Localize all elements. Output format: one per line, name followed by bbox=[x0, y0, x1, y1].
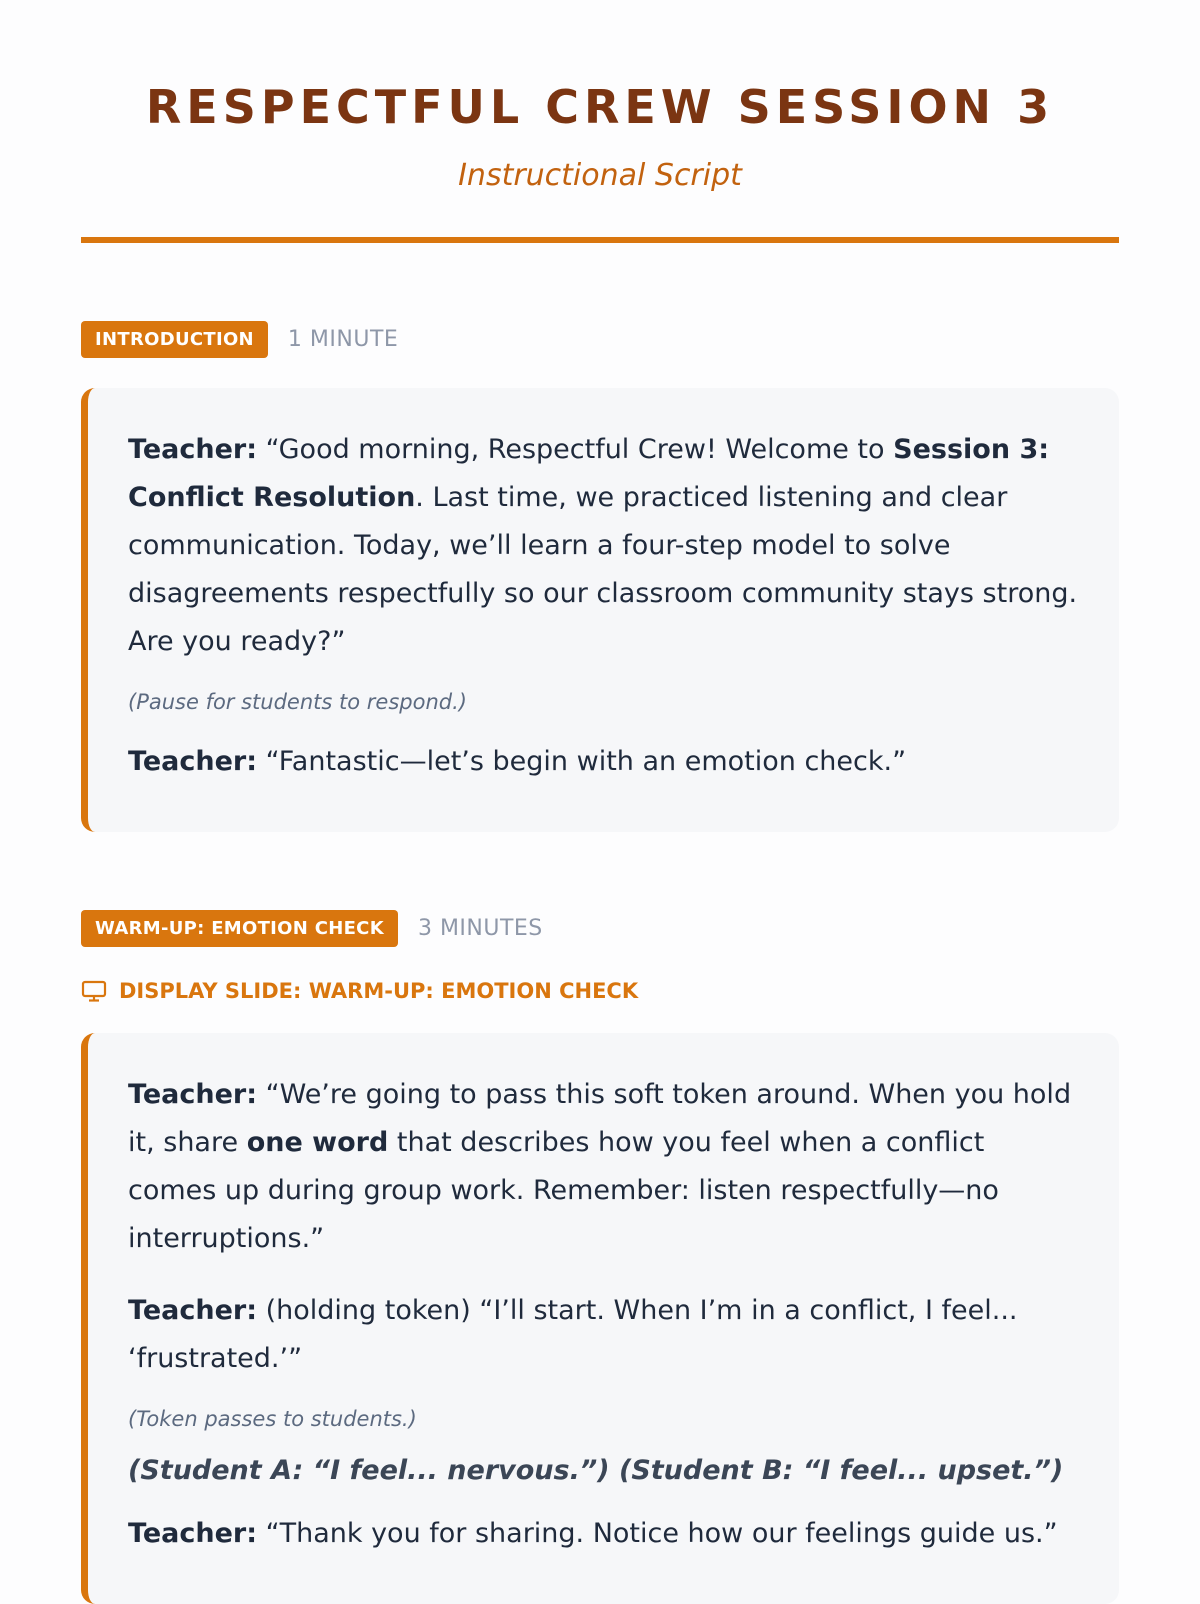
speaker-label: Teacher: bbox=[128, 434, 258, 465]
stage-direction: (Token passes to students.) bbox=[128, 1407, 417, 1431]
speaker-label: Teacher: bbox=[128, 1518, 258, 1549]
section-warm-up bbox=[81, 910, 1119, 1604]
document-header bbox=[0, 0, 1200, 193]
script-card bbox=[81, 388, 1119, 832]
line-text: . Last time, we practiced listening and clear communication. Today, we’ll learn a four-step model to solve disagreements respectfully so our classroom community stays strong. Are you ready?” bbox=[128, 482, 1078, 657]
line-text: “We’re going to pass this soft token around. When you hold it, share bbox=[128, 1079, 1072, 1158]
stage-direction: (Pause for students to respond.) bbox=[128, 690, 467, 714]
emphasis-text: one word bbox=[246, 1127, 389, 1158]
document-subtitle: Instructional Script bbox=[458, 158, 742, 193]
teacher-line bbox=[128, 1287, 1079, 1383]
teacher-line bbox=[128, 1510, 1079, 1558]
speaker-label: Teacher: bbox=[128, 746, 258, 777]
section-introduction bbox=[81, 321, 1119, 832]
line-text: “Fantastic—let’s begin with an emotion check.” bbox=[257, 746, 907, 777]
monitor-icon bbox=[81, 979, 107, 1003]
document-title: RESPECTFUL CREW SESSION 3 bbox=[145, 80, 1055, 134]
teacher-line bbox=[128, 426, 1079, 666]
emphasis-text: Session 3: Conflict Resolution bbox=[128, 434, 1050, 513]
script-card bbox=[81, 1033, 1119, 1604]
section-heading bbox=[81, 910, 1119, 947]
header-divider bbox=[81, 237, 1119, 243]
teacher-line bbox=[128, 1071, 1079, 1263]
line-text: “Good morning, Respectful Crew! Welcome to bbox=[257, 434, 894, 465]
teacher-line bbox=[128, 738, 1079, 786]
section-heading bbox=[81, 321, 1119, 358]
line-text: that describes how you feel when a conflict comes up during group work. Remember: listen respectfully—no interruptions.” bbox=[128, 1127, 999, 1254]
section-duration: 3 MINUTES bbox=[417, 916, 543, 941]
section-tag: INTRODUCTION bbox=[81, 321, 268, 358]
line-text: (holding token) “I’ll start. When I’m in a conflict, I feel... ‘frustrated.’” bbox=[128, 1295, 1018, 1374]
speaker-label: Teacher: bbox=[128, 1079, 258, 1110]
line-text: “Thank you for sharing. Notice how our feelings guide us.” bbox=[257, 1518, 1058, 1549]
speaker-label: Teacher: bbox=[128, 1295, 258, 1326]
display-slide-label: DISPLAY SLIDE: WARM-UP: EMOTION CHECK bbox=[119, 979, 639, 1003]
section-tag: WARM-UP: EMOTION CHECK bbox=[81, 910, 398, 947]
display-slide-callout bbox=[81, 979, 1119, 1003]
student-responses: (Student A: “I feel... nervous.”) (Student B: “I feel... upset.”) bbox=[128, 1455, 1064, 1486]
section-duration: 1 MINUTE bbox=[287, 327, 399, 352]
